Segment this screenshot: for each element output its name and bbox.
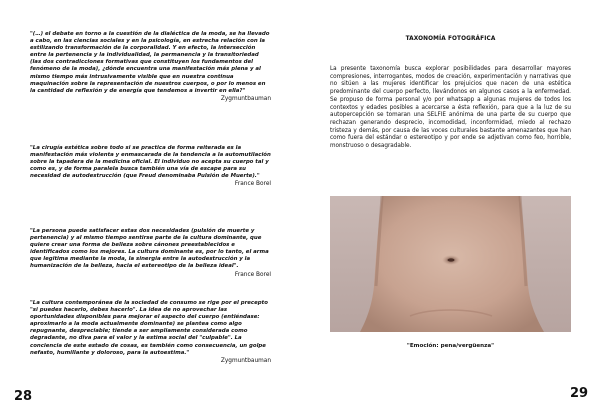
quote-text: "La cirugía estética sobre todo si se practica de forma reiterada es la manifestación más violenta y enmascarada de la tendencia a la automutilación sobre la tapadera de la medicina oficial. El individuo no acepta su cuerpo tal y como es, y de forma paralela busca también una vía de escape para su necesidad de autodestrucción (que Freud denominaba Pulsión de Muerte)." [30, 145, 271, 180]
quote-bauman-fashion [30, 31, 271, 103]
quote-borel-belonging [30, 228, 271, 279]
torso-photo-image [330, 196, 571, 332]
page-number-right: 29 [570, 386, 589, 401]
quote-text: "La cultura contemporánea de la sociedad de consumo se rige por el precepto "si puedes hacerlo, debes hacerlo". La idea de no aprovechar las oportunidades disponibles para mejorar el aspecto del cuerpo (entiéndase: aproximarlo a la moda actualmente dominante) se plantea como algo repugnante, despreciable; tiende a ser ampliamente considerada como degradante, no diva para el valor y la estima social del "culpable". La conciencia de este estado de cosas, es también como consecuencia, un golpe nefasto, humillante y doloroso, para la autoestima." [30, 300, 268, 356]
quote-text: "(…) el debate en torno a la cuestión de la dialéctica de la moda, se ha llevado a cabo, en las ciencias sociales y en la psicología, en estrecha relación con la estilizando transformación de la corporalidad. Y en efecto, la intersección entre la pertenencia y la individualidad, la permanencia y la transitoriedad (las dos contradicciones formativas que constituyen los fundamentos del fenómeno de la moda), ¿dónde encuentra una manifestación más plena y al mismo tiempo más intrusivamente visible que en nuestra continua maquinación sobre la representación de nuestros cuerpos, o por lo menos en la cantidad de reflexión y de energía que tendemos a invertir en ella?" [30, 31, 270, 94]
photo-caption: "Emoción: pena/vergüenza" [406, 343, 495, 349]
page-number-left: 28 [14, 389, 33, 404]
section-body: La presente taxonomía busca explorar posibilidades para desarrollar mayores compresiones, interrogantes, modos de creación, experimentación y narrativas que no sitúen a las mujeres identificar los prejuicios que nacen de una estética predominante del cuerpo perfecto, llevándonos en algunos casos a la enfermedad. Se propuso de forma personal y/o por whatsapp a algunas mujeres de todos los contextos y edades posibles a acercarse a ésta reflexión, para que a la luz de su autopercepción se tomaran una SELFIE anónima de una parte de su cuerpo que rechazan generando desprecio, incomodidad, inconformidad, miedo al rechazo tristeza y demás, por causa de las voces culturales bastante amenazantes que han como fuera del estándar o estereotipo y por ende se adjetivan como feo, horrible, monstruoso o desagradable. [330, 66, 571, 150]
quote-author: Zygmuntbauman [220, 357, 271, 364]
quote-author: France Borel [234, 181, 271, 188]
section-title: TAXONOMÍA FOTOGRÁFICA [405, 36, 496, 42]
quote-text: "La persona puede satisfacer estas dos necesidades (pulsión de muerte y pertenencia) y al mismo tiempo sentirse parte de la cultura dominante, que quiere crear una forma de belleza sobre cánones preestablecidos e identificados como los mejores. La cultura dominante es, por lo tanto, el arma que legitima mediante la moda, la sinergia entre la autodestrucción y la humanización de la belleza, hacia el estereotipo de la belleza ideal". [30, 228, 269, 270]
quote-bauman-consumer [30, 300, 271, 365]
quote-author: Zygmuntbauman [220, 95, 271, 102]
torso-photo [330, 196, 571, 332]
quote-author: France Borel [234, 271, 271, 278]
quote-borel-surgery [30, 145, 271, 188]
